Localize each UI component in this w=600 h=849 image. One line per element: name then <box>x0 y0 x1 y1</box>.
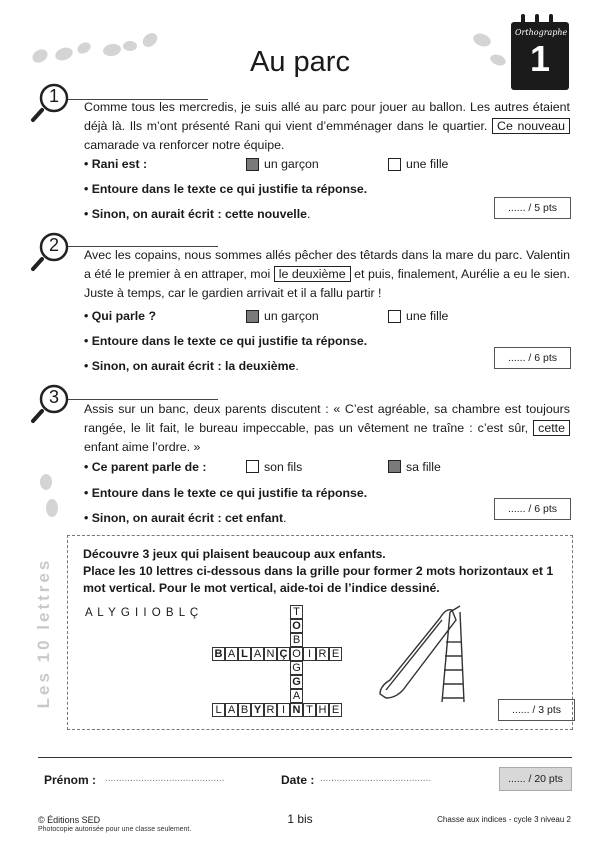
page-number: 1 bis <box>287 812 313 826</box>
grid-cell-word-2[interactable]: H <box>316 703 329 717</box>
section-3-answer: cet enfant <box>224 511 284 525</box>
section-2-option-a-label: un garçon <box>264 309 319 323</box>
section-1-instruction: • Entoure dans le texte ce qui justifie ta réponse. <box>84 182 368 196</box>
section-2-boxed-word[interactable]: le deuxième <box>274 266 351 282</box>
section-1-option-a-label: un garçon <box>264 157 319 171</box>
grid-cell-vertical[interactable]: G <box>290 661 303 675</box>
prenom-label: Prénom : <box>44 773 97 787</box>
section-2-option-b-checkbox[interactable] <box>388 310 401 323</box>
section-2-option-b-label: une fille <box>406 309 449 323</box>
grid-cell-vertical[interactable]: G <box>290 675 303 689</box>
grid-cell-word-2[interactable]: N <box>290 703 303 717</box>
section-1-rewrite: • Sinon, on aurait écrit : cette nouvelle. <box>84 207 311 221</box>
section-1-answer: cette nouvelle <box>224 207 307 221</box>
section-2-points[interactable]: ...... / 6 pts <box>494 347 571 369</box>
section-3-boxed-word[interactable]: cette <box>533 420 570 436</box>
game-side-label: Les 10 lettres <box>34 557 53 708</box>
page-title: Au parc <box>250 46 350 78</box>
section-1-option-b-checkbox[interactable] <box>388 158 401 171</box>
grid-cell-word-2[interactable]: I <box>277 703 290 717</box>
section-2-answer: la deuxième <box>224 359 296 373</box>
section-1-points[interactable]: ...... / 5 pts <box>494 197 571 219</box>
grid-cell-word-2[interactable]: Y <box>251 703 264 717</box>
section-1-option-a-checkbox[interactable] <box>246 158 259 171</box>
grid-cell-word-2[interactable]: R <box>264 703 277 717</box>
grid-cell-vertical[interactable]: B <box>290 633 303 647</box>
section-2-rewrite: • Sinon, on aurait écrit : la deuxième. <box>84 359 299 373</box>
footprints-side-icon <box>34 470 64 530</box>
section-3-option-b-checkbox[interactable] <box>388 460 401 473</box>
section-2-option-a-checkbox[interactable] <box>246 310 259 323</box>
category-badge <box>511 14 571 92</box>
section-1-text: Comme tous les mercredis, je suis allé au parc pour jouer au ballon. Les autres étaient déjà là. Ils m’ont présenté Rani qui vient d’emménager dans le quartier. Ce nouveau camarade va renforcer notre équipe. <box>84 100 570 152</box>
grid-cell-word-1[interactable]: A <box>225 647 238 661</box>
series-label: Chasse aux indices - cycle 3 niveau 2 <box>437 815 571 824</box>
section-3-instruction: • Entoure dans le texte ce qui justifie ta réponse. <box>84 486 368 500</box>
grid-cell-word-1[interactable]: Ç <box>277 647 290 661</box>
game-points[interactable]: ...... / 3 pts <box>498 699 575 721</box>
grid-cell-word-1[interactable]: E <box>329 647 342 661</box>
slide-illustration <box>376 598 472 706</box>
grid-cell-word-2[interactable]: T <box>303 703 316 717</box>
section-2-instruction: • Entoure dans le texte ce qui justifie ta réponse. <box>84 334 368 348</box>
section-3-option-a-label: son fils <box>264 460 303 474</box>
grid-cell-word-1[interactable]: R <box>316 647 329 661</box>
prenom-field[interactable]: ........................................... <box>105 773 225 784</box>
section-2-question: • Qui parle ? <box>84 309 156 323</box>
grid-cell-vertical[interactable]: O <box>290 619 303 633</box>
section-3-text: Assis sur un banc, deux parents discutent : « C’est agréable, sa chambre est toujours rangée, le lit fait, le bureau impeccable, pas un vêtement ne traîne : c’est sûr, cette enfant aime l’ordre. » <box>84 402 570 454</box>
section-3-option-b-label: sa fille <box>406 460 441 474</box>
total-score[interactable]: ...... / 20 pts <box>499 767 572 791</box>
section-3-rewrite: • Sinon, on aurait écrit : cet enfant. <box>84 511 287 525</box>
section-3-number: 3 <box>48 387 59 407</box>
grid-cell-word-1[interactable]: B <box>212 647 225 661</box>
grid-cell-word-1[interactable]: I <box>303 647 316 661</box>
game-letters: A L Y G I I O B L Ç <box>85 607 200 619</box>
grid-cell-word-1[interactable]: O <box>290 647 303 661</box>
grid-cell-vertical[interactable]: A <box>290 689 303 703</box>
section-2-text: Avec les copains, nous sommes allés pêcher des têtards dans la mare du parc. Valentin a été le premier à en attraper, moi le deuxième et puis, finalement, Aurélie a eu le sien. Juste à temps, car le gardien arrivait et il a fallu partir ! <box>84 248 571 300</box>
grid-cell-word-2[interactable]: B <box>238 703 251 717</box>
grid-cell-word-2[interactable]: E <box>329 703 342 717</box>
publisher: © Éditions SED <box>38 815 101 825</box>
section-1-number: 1 <box>48 86 59 106</box>
grid-cell-word-1[interactable]: L <box>238 647 251 661</box>
section-1-boxed-word[interactable]: Ce nouveau <box>492 118 570 134</box>
date-field[interactable]: ........................................ <box>320 773 432 784</box>
grid-cell-word-2[interactable]: A <box>225 703 238 717</box>
word-game-box <box>67 535 573 730</box>
section-1-question: • Rani est : <box>84 157 148 171</box>
date-label: Date : <box>281 773 315 787</box>
game-instructions: Découvre 3 jeux qui plaisent beaucoup aux enfants. Place les 10 lettres ci-dessous dans la grille pour former 2 mots horizontaux et 1 mot vertical. Pour le mot vertical, aide-toi de l’indice dessiné. <box>83 547 554 595</box>
grid-cell-word-1[interactable]: N <box>264 647 277 661</box>
section-3-question: • Ce parent parle de : <box>84 460 207 474</box>
grid-cell-vertical[interactable]: T <box>290 605 303 619</box>
section-2-number: 2 <box>48 235 59 255</box>
section-3-option-a-checkbox[interactable] <box>246 460 259 473</box>
copyright-note: Photocopie autorisée pour une classe seulement. <box>38 826 192 833</box>
section-1-option-b-label: une fille <box>406 157 449 171</box>
grid-cell-word-2[interactable]: L <box>212 703 225 717</box>
badge-label: Orthographe <box>515 28 568 37</box>
badge-number: 1 <box>529 38 551 79</box>
section-3-points[interactable]: ...... / 6 pts <box>494 498 571 520</box>
grid-cell-word-1[interactable]: A <box>251 647 264 661</box>
